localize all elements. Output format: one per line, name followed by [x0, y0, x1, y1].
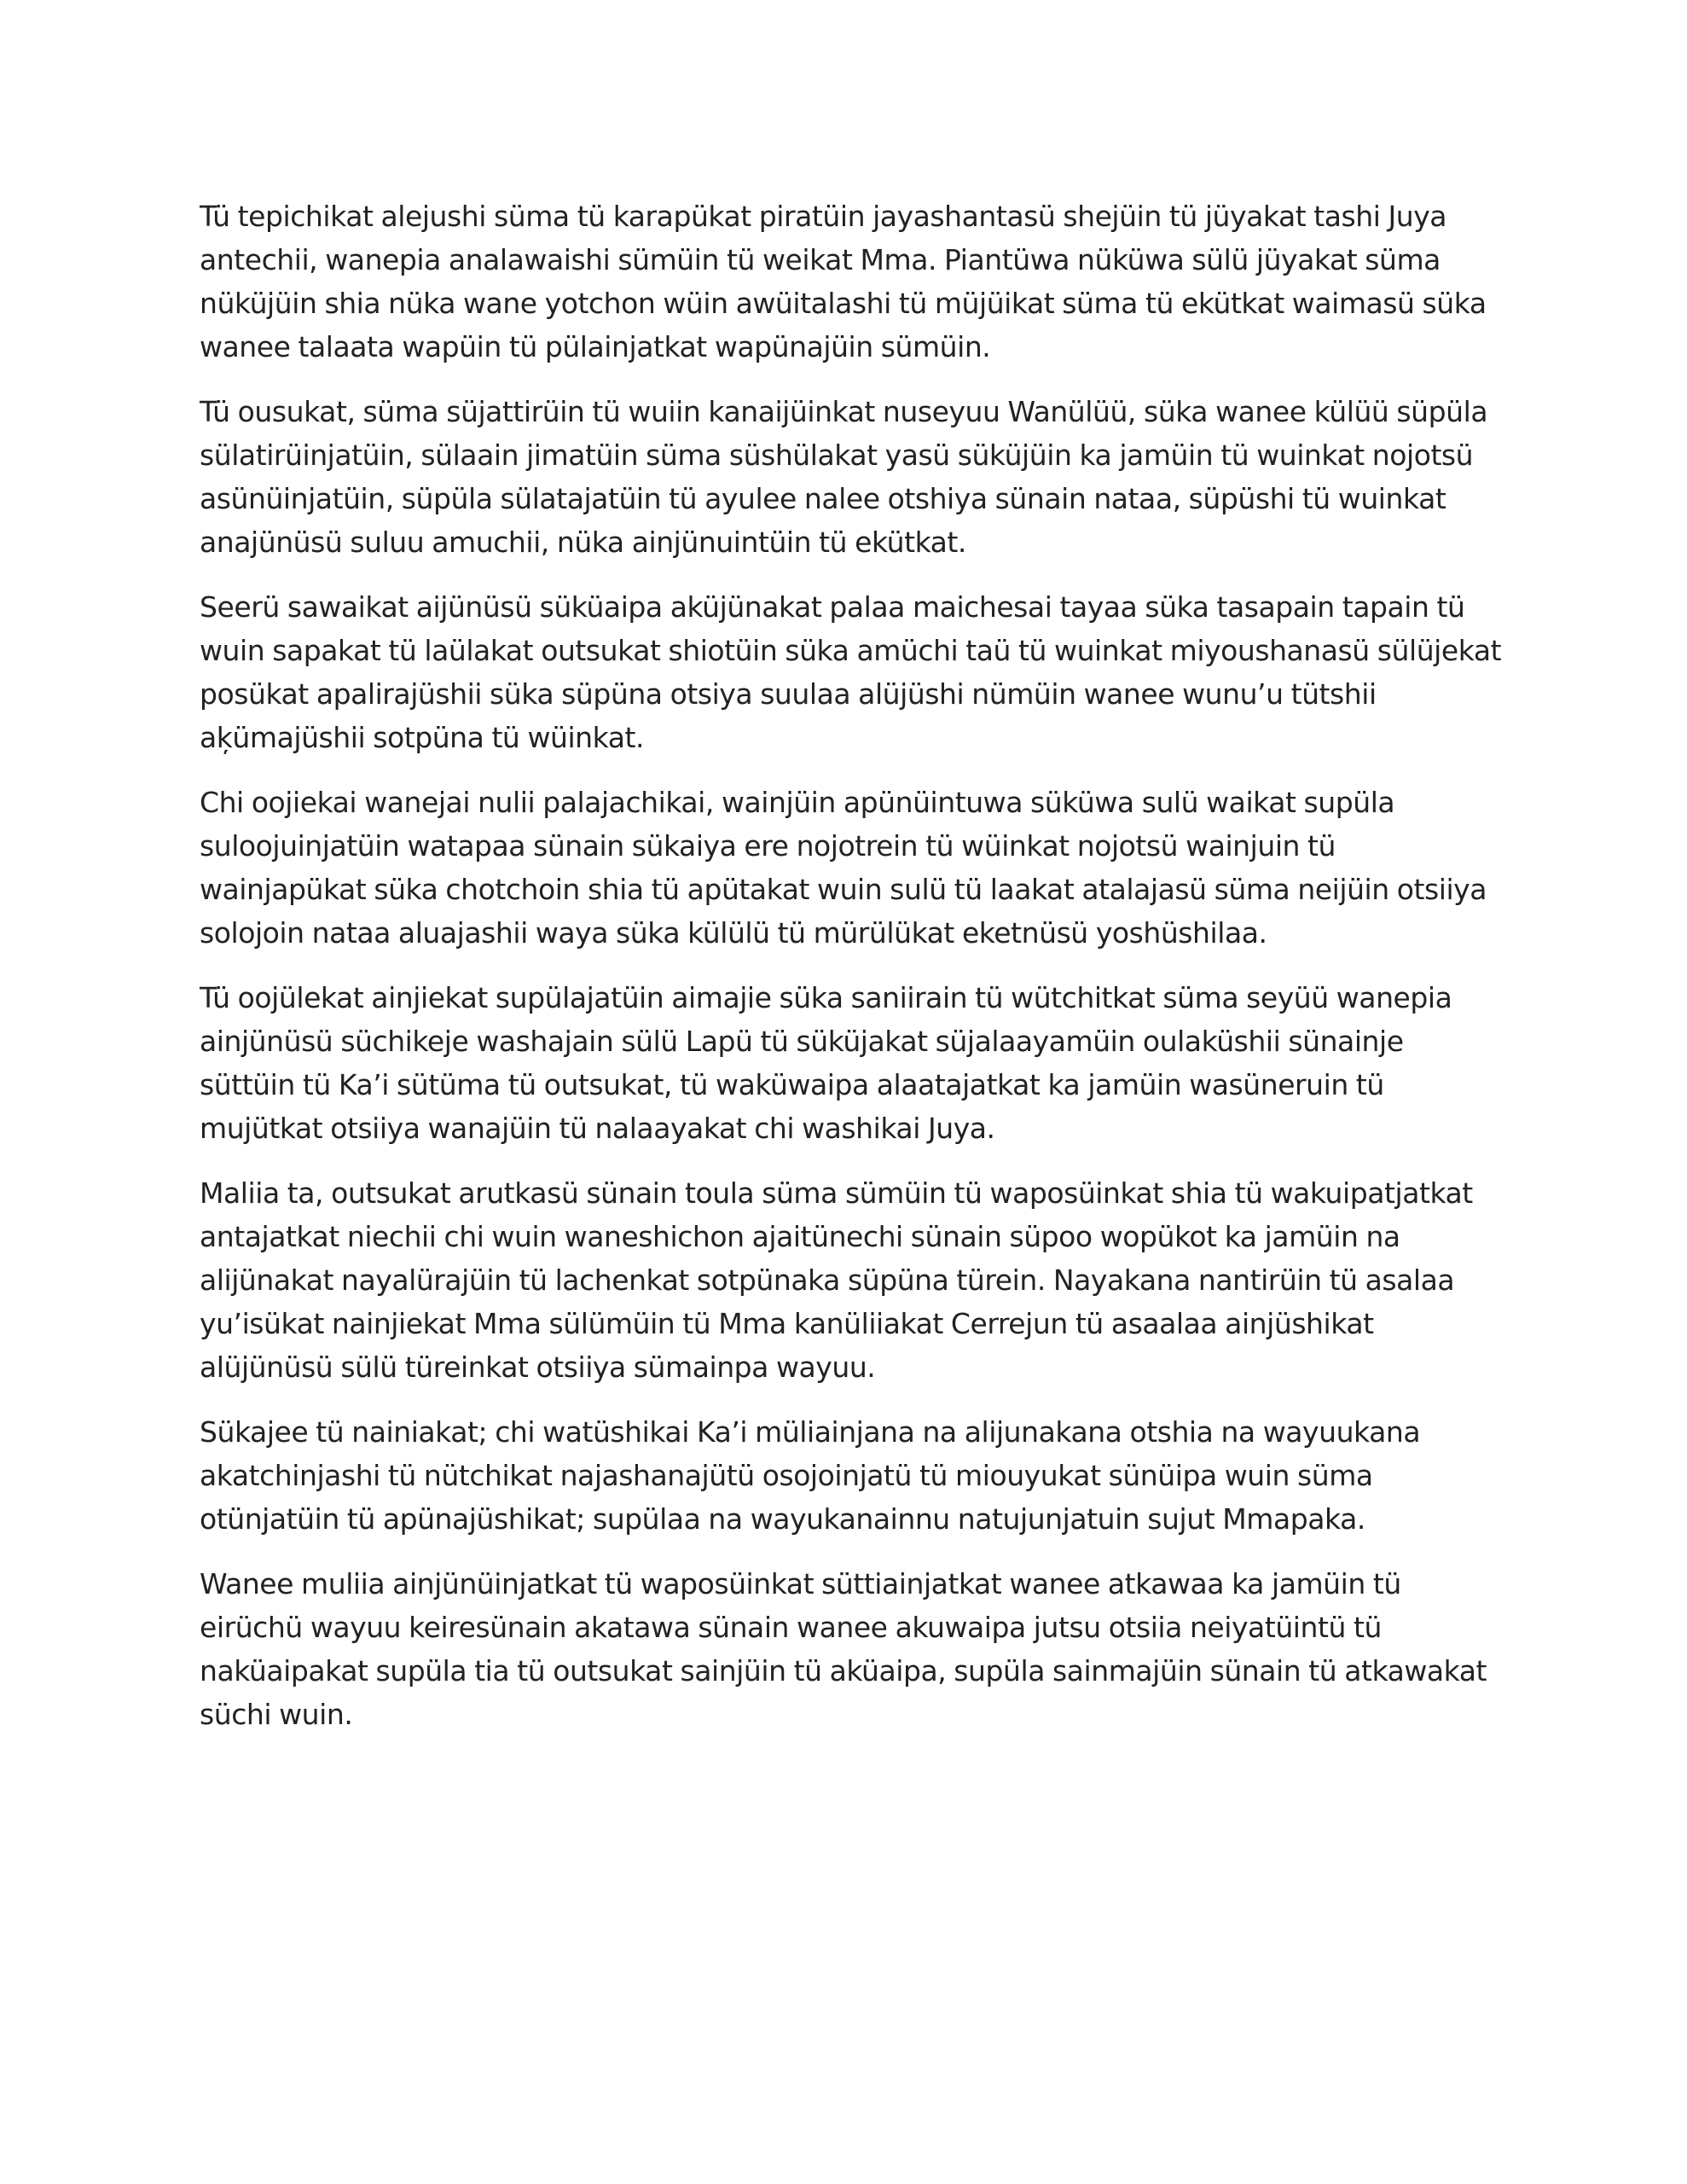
paragraph-8: Wanee muliia ainjünüinjatkat tü waposüinkat süttiainjatkat wanee atkawaa ka jamüin tü eirüchü wayuu keiresünain akatawa sünain wanee akuwaipa jutsu otsiia neiyatüintü tü naküaipakat supüla tia tü outsukat sainjüin tü aküaipa, supüla sainmajüin sünain tü atkawakat süchi wuin. — [200, 1567, 1487, 1731]
document-body — [200, 195, 1504, 1757]
paragraph-7: Sükajee tü nainiakat; chi watüshikai Ka’i müliainjana na alijunakana otshia na wayuukana akatchinjashi tü nütchikat najashanajütü osojoinjatü tü miouyukat sünüipa wuin süma otünjatüin tü apünajüshikat; supülaa na wayukanainnu natujunjatuin sujut Mmapaka. — [200, 1415, 1421, 1536]
paragraph-2: Tü ousukat, süma süjattirüin tü wuiin kanaijüinkat nuseyuu Wanülüü, süka wanee külüü süpüla sülatirüinjatüin, sülaain jimatüin süma süshülakat yasü süküjüin ka jamüin tü wuinkat nojotsü asünüinjatüin, süpüla sülatajatüin tü ayulee nalee otshiya sünain nataa, süpüshi tü wuinkat anajünüsü suluu amuchii, nüka ainjünuintüin tü ekütkat. — [200, 395, 1488, 559]
paragraph-3: Seerü sawaikat aijünüsü süküaipa aküjünakat palaa maichesai tayaa süka tasapain tapain tü wuin sapakat tü laülakat outsukat shiotüin süka amüchi taü tü wuinkat miyoushanasü sülüjekat posükat apalirajüshii süka süpüna otsiya suulaa alüjüshi nümüin wanee wunu’u tütshii aķümajüshii sotpüna tü wüinkat. — [200, 590, 1502, 754]
paragraph-1: Tü tepichikat alejushi süma tü karapükat piratüin jayashantasü shejüin tü jüyakat tashi Juya antechii, wanepia analawaishi sümüin tü weikat Mma. Piantüwa nüküwa sülü jüyakat süma nüküjüin shia nüka wane yotchon wüin awüitalashi tü müjüikat süma tü ekütkat waimasü süka wanee talaata wapüin tü pülainjatkat wapünajüin sümüin. — [200, 200, 1487, 363]
paragraph-4: Chi oojiekai wanejai nulii palajachikai, wainjüin apünüintuwa süküwa sulü waikat supüla suloojuinjatüin watapaa sünain sükaiya ere nojotrein tü wüinkat nojotsü wainjuin tü wainjapükat süka chotchoin shia tü apütakat wuin sulü tü laakat atalajasü süma neijüin otsiiya solojoin nataa aluajashii waya süka külülü tü mürülükat eketnüsü yoshüshilaa. — [200, 786, 1487, 950]
paragraph-5: Tü oojülekat ainjiekat supülajatüin aimajie süka saniirain tü wütchitkat süma seyüü wanepia ainjünüsü süchikeje washajain sülü Lapü tü süküjakat süjalaayamüin oulaküshii sünainje süttüin tü Ka’i sütüma tü outsukat, tü waküwaipa alaatajatkat ka jamüin wasüneruin tü mujütkat otsiiya wanajüin tü nalaayakat chi washikai Juya. — [200, 981, 1452, 1145]
paragraph-6: Maliia ta, outsukat arutkasü sünain toula süma sümüin tü waposüinkat shia tü wakuipatjatkat antajatkat niechii chi wuin waneshichon ajaitünechi sünain süpoo wopükot ka jamüin na alijünakat nayalürajüin tü lachenkat sotpünaka süpüna türein. Nayakana nantirüin tü asalaa yu’isükat nainjiekat Mma sülümüin tü Mma kanüliiakat Cerrejun tü asaalaa ainjüshikat alüjünüsü sülü türeinkat otsiiya sümainpa wayuu. — [200, 1176, 1473, 1384]
